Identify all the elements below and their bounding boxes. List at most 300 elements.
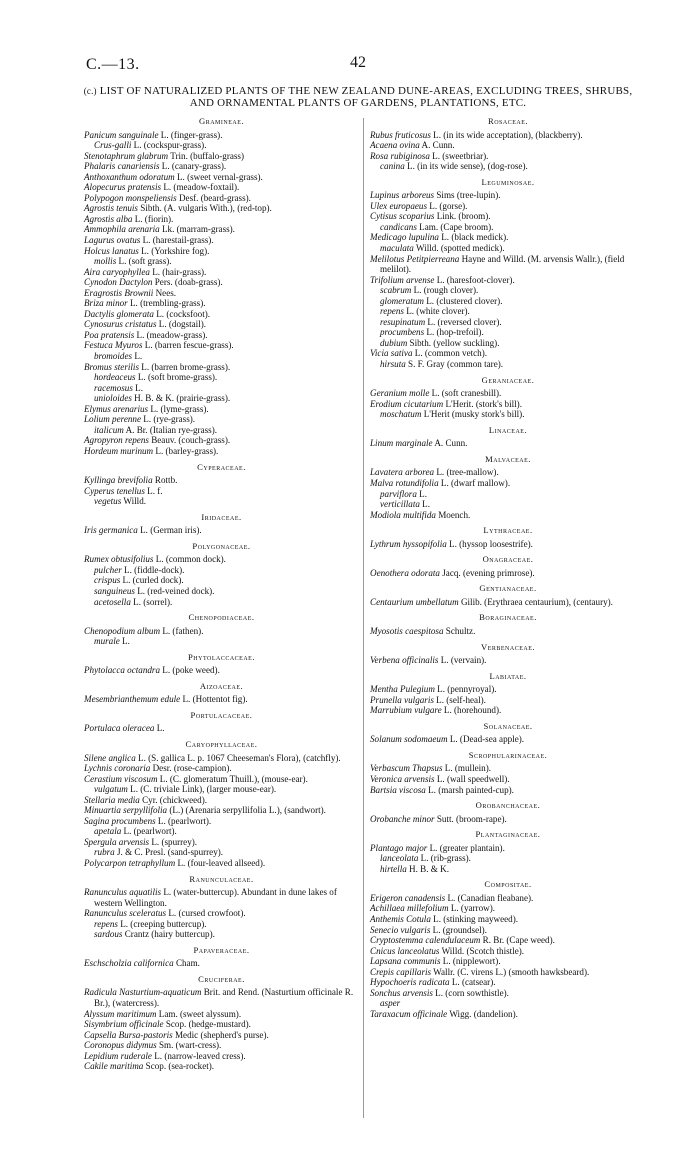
- species-detail: L. (Hottentot fig).: [180, 694, 248, 705]
- species-name: Phytolacca octandra: [84, 665, 161, 676]
- species-name: Poa pratensis: [84, 329, 135, 340]
- species-detail: L. (lyme-grass).: [148, 403, 209, 414]
- species-detail: L. (narrow-leaved cress).: [151, 1050, 246, 1061]
- species-entry: [370, 130, 646, 141]
- family-heading: Portulacaceae.: [190, 709, 253, 720]
- family-heading: Boraginaceae.: [479, 612, 537, 623]
- species-entry: [84, 256, 359, 267]
- species-detail: Wallr. (C. virens L.) (smooth hawksbeard).: [431, 966, 590, 977]
- species-detail: L.: [416, 488, 427, 499]
- species-entry: [370, 853, 646, 864]
- species-name: Eragrostis Brownii: [84, 287, 154, 298]
- species-entry: [84, 816, 359, 827]
- species-name: Cnicus lanceolatus: [370, 945, 440, 956]
- species-detail: L. (marsh painted-cup).: [425, 784, 514, 795]
- species-detail: L. (fiorin).: [132, 213, 174, 224]
- species-entry: [370, 285, 646, 296]
- species-entry: [370, 925, 646, 936]
- species-entry: [84, 404, 359, 415]
- species-detail: L'Herit (musky stork's bill).: [421, 409, 525, 420]
- species-name: Iris germanica: [84, 525, 138, 536]
- species-name: vegetus: [94, 496, 122, 507]
- family-heading: Geraniaceae.: [481, 374, 535, 385]
- species-name: Achillaea millefolium: [370, 903, 449, 914]
- species-name: repens: [380, 306, 404, 317]
- species-detail: H. B. & K.: [406, 863, 449, 874]
- species-entry: [84, 774, 359, 785]
- species-detail: Trin. (buffalo-grass): [168, 150, 244, 161]
- species-detail: Willd.: [121, 496, 147, 507]
- species-entry: [84, 753, 359, 764]
- family-heading: Onagraceae.: [482, 554, 534, 565]
- species-detail: Lk. (marram-grass).: [159, 224, 235, 235]
- report-id: C.—13.: [86, 56, 140, 73]
- species-name: Senecio vulgaris: [370, 924, 431, 935]
- species-detail: Scop. (sea-rocket).: [143, 1061, 215, 1072]
- species-name: Cyperus tenellus: [84, 485, 145, 496]
- family-heading: Papaveraceae.: [193, 944, 250, 955]
- species-detail: L. (soft brome-grass).: [135, 372, 218, 383]
- species-name: murale: [94, 636, 120, 647]
- species-entry: [84, 795, 359, 806]
- species-name: Radicula Nasturtium-aquaticum: [84, 987, 202, 998]
- species-entry: [370, 306, 646, 317]
- family-heading: Caryophyllaceae.: [185, 738, 258, 749]
- species-entry: [370, 201, 646, 212]
- species-name: lanceolata: [380, 853, 419, 864]
- species-detail: L. (German iris).: [137, 525, 202, 536]
- species-name: Mesembrianthemum edule: [84, 694, 181, 705]
- species-name: hordeaceus: [94, 372, 136, 383]
- family-heading: Plantaginaceae.: [475, 829, 541, 840]
- species-entry: [84, 694, 359, 705]
- species-detail: L. (clustered clover).: [423, 295, 503, 306]
- species-name: Polypogon monspeliensis: [84, 192, 177, 203]
- species-name: moschatum: [380, 409, 422, 420]
- species-detail: L. (reversed clover).: [425, 316, 502, 327]
- species-name: Alopecurus pratensis: [84, 182, 162, 193]
- species-detail: L. (horehound).: [441, 705, 502, 716]
- species-entry: [84, 383, 359, 394]
- species-name: Eschscholzia californica: [84, 958, 174, 969]
- species-name: Minuartia serpyllifolia: [84, 805, 168, 816]
- species-entry: [84, 826, 359, 837]
- species-detail: Rottb.: [152, 475, 178, 486]
- species-detail: L. (soft grass).: [116, 256, 172, 267]
- species-entry: [370, 510, 646, 521]
- species-name: Rumex obtusifolius: [84, 554, 154, 565]
- species-name: Rosa rubiginosa: [370, 150, 430, 161]
- family-heading: Linaceae.: [488, 424, 528, 435]
- species-entry: [370, 977, 646, 988]
- species-detail: L. (barren fescue-grass).: [142, 340, 234, 351]
- species-detail: L.: [419, 499, 431, 510]
- species-name: repens: [94, 918, 118, 929]
- species-detail: Wigg. (dandelion).: [447, 1008, 518, 1019]
- species-name: Marrubium vulgare: [370, 705, 442, 716]
- species-detail: L. (hop-trefoil).: [424, 327, 484, 338]
- species-entry: [84, 224, 359, 235]
- species-name: Linum marginale: [370, 438, 433, 449]
- species-name: hirtella: [380, 863, 407, 874]
- species-name: Festuca Myuros: [84, 340, 143, 351]
- species-name: Myosotis caespitosa: [370, 625, 444, 636]
- species-name: Lychnis coronaria: [84, 763, 151, 774]
- column-divider: [363, 118, 364, 1118]
- species-detail: L. (Canadian fleabane).: [445, 892, 534, 903]
- species-name: Panicum sanguinale: [84, 129, 159, 140]
- species-name: Sonchus arvensis: [370, 987, 433, 998]
- right-column: [370, 114, 646, 1019]
- species-entry: [84, 288, 359, 299]
- list-label: (c.): [83, 86, 97, 96]
- species-name: crispus: [94, 575, 121, 586]
- species-name: Plantago major: [370, 842, 428, 853]
- species-entry: [370, 211, 646, 222]
- species-entry: [84, 837, 359, 848]
- species-name: Holcus lanatus: [84, 245, 139, 256]
- species-entry: [370, 763, 646, 774]
- species-name: Crepis capillaris: [370, 966, 432, 977]
- species-name: rubra: [94, 847, 115, 858]
- species-name: unioloides: [94, 393, 132, 404]
- species-entry: [84, 435, 359, 446]
- species-detail: S. F. Gray (common tare).: [405, 359, 504, 370]
- species-entry: [370, 327, 646, 338]
- family-heading: Orobanchaceae.: [475, 800, 541, 811]
- species-detail: L. (S. gallica L. p. 1067 Cheeseman's Flora), (catchfly).: [135, 752, 341, 763]
- species-name: Sisymbrium officinale: [84, 1019, 164, 1030]
- species-detail: L. (sorrel).: [130, 596, 173, 607]
- species-entry: [84, 193, 359, 204]
- species-detail: L. (canary-grass).: [159, 161, 227, 172]
- species-detail: Desr. (rose-campion).: [150, 763, 232, 774]
- species-entry: [370, 946, 646, 957]
- species-detail: Schultz.: [443, 625, 476, 636]
- species-entry: [84, 214, 359, 225]
- family-heading: Polygonaceae.: [192, 540, 251, 551]
- species-detail: L. (spurrey).: [149, 836, 198, 847]
- species-entry: [84, 298, 359, 309]
- species-name: Veronica arvensis: [370, 773, 435, 784]
- species-name: racemosus: [94, 382, 133, 393]
- species-entry: [84, 130, 359, 141]
- species-name: Cynodon Dactylon: [84, 277, 153, 288]
- species-detail: L. (groundsel).: [430, 924, 487, 935]
- species-detail: L. (Dead-sea apple).: [447, 734, 525, 745]
- species-name: Spergula arvensis: [84, 836, 150, 847]
- family-heading: Lythraceae.: [483, 525, 533, 536]
- species-entry: [370, 489, 646, 500]
- species-detail: L. (meadow-foxtail).: [161, 182, 240, 193]
- family-heading: Iridaceae.: [201, 511, 242, 522]
- species-entry: [84, 182, 359, 193]
- species-entry: [84, 330, 359, 341]
- species-entry: [84, 203, 359, 214]
- species-detail: L. (in its wide sense), (dog-rose).: [404, 161, 528, 172]
- family-heading: Cruciferae.: [198, 973, 245, 984]
- species-detail: L. (sweetbriar).: [429, 150, 489, 161]
- species-name: Erodium cicutarium: [370, 398, 444, 409]
- family-heading: Scrophularinaceae.: [468, 749, 548, 760]
- species-entry: [84, 319, 359, 330]
- species-entry: [84, 309, 359, 320]
- species-entry: [370, 956, 646, 967]
- family-heading: Leguminosae.: [481, 176, 535, 187]
- family-heading: Phytolaccaceae.: [188, 651, 255, 662]
- species-entry: [84, 929, 359, 940]
- species-detail: L. (white clover).: [403, 306, 470, 317]
- family-heading: Compositae.: [484, 879, 532, 890]
- species-entry: [84, 414, 359, 425]
- species-entry: [84, 362, 359, 373]
- species-entry: [84, 340, 359, 351]
- species-detail: Willd. (spotted medick).: [413, 243, 505, 254]
- species-entry: [370, 914, 646, 925]
- species-name: Agropyron repens: [84, 435, 149, 446]
- species-name: Acaena ovina: [370, 140, 420, 151]
- species-entry: [370, 232, 646, 243]
- species-detail: L. (red-veined dock).: [134, 585, 215, 596]
- species-name: Taraxacum officinale: [370, 1008, 448, 1019]
- species-detail: L. (dogstail).: [156, 319, 207, 330]
- species-name: Lythrum hyssopifolia: [370, 538, 447, 549]
- species-name: procumbens: [380, 327, 425, 338]
- species-entry: [370, 317, 646, 328]
- species-detail: Nees.: [153, 287, 177, 298]
- species-name: Hypochoeris radicata: [370, 977, 450, 988]
- species-detail: L. (self-heal).: [433, 694, 486, 705]
- species-entry: [370, 499, 646, 510]
- species-entry: [84, 267, 359, 278]
- species-name: Oenothera odorata: [370, 567, 440, 578]
- species-entry: [370, 190, 646, 201]
- species-entry: [84, 525, 359, 536]
- species-entry: [84, 235, 359, 246]
- species-name: Ranunculus aquatilis: [84, 887, 162, 898]
- species-detail: Brit. and Rend. (Nasturtium officinale R. Br.), (watercress).: [94, 987, 354, 1009]
- family-heading: Malvaceae.: [485, 453, 531, 464]
- species-entry: [370, 935, 646, 946]
- species-detail: L. (rib-grass).: [418, 853, 471, 864]
- species-name: canina: [380, 161, 405, 172]
- species-detail: L. (stinking mayweed).: [430, 914, 519, 924]
- species-entry: [84, 847, 359, 858]
- species-detail: L. (pearlwort).: [155, 815, 212, 826]
- species-entry: [84, 496, 359, 507]
- species-detail: A. Br. (Italian rye-grass).: [123, 424, 217, 435]
- species-entry: [84, 1051, 359, 1062]
- species-entry: [84, 425, 359, 436]
- species-detail: Willd. (Scotch thistle).: [439, 945, 525, 956]
- species-name: Kyllinga brevifolia: [84, 475, 153, 486]
- species-name: dubium: [380, 337, 408, 348]
- species-name: Solanum sodomaeum: [370, 734, 448, 745]
- species-name: Verbascum Thapsus: [370, 763, 443, 774]
- species-entry: [370, 275, 646, 286]
- species-name: maculata: [380, 243, 414, 254]
- species-entry: [84, 1019, 359, 1030]
- species-detail: Cham.: [173, 958, 200, 969]
- species-entry: [84, 858, 359, 869]
- species-detail: L. (meadow-grass).: [134, 329, 208, 340]
- species-entry: [84, 140, 359, 151]
- species-detail: L. (nipplewort).: [440, 956, 501, 967]
- species-detail: L. (sweet vernal-grass).: [174, 171, 263, 182]
- species-detail: L.: [132, 382, 144, 393]
- species-detail: L. (rough clover).: [411, 285, 479, 296]
- species-entry: [84, 565, 359, 576]
- family-heading: Solanaceae.: [483, 720, 533, 731]
- species-entry: [370, 254, 646, 275]
- species-name: Phalaris canariensis: [84, 161, 160, 172]
- species-detail: L. (catsear).: [449, 977, 496, 988]
- species-entry: [370, 243, 646, 254]
- species-entry: [370, 734, 646, 745]
- species-name: Cytisus scoparius: [370, 211, 435, 222]
- species-detail: L. (yarrow).: [448, 903, 496, 914]
- species-detail: L. (fathen).: [160, 625, 204, 636]
- species-name: Sagina procumbens: [84, 815, 156, 826]
- species-detail: A. Cunn.: [419, 140, 455, 151]
- species-entry: [84, 1009, 359, 1020]
- species-detail: Beauv. (couch-grass).: [148, 435, 231, 446]
- family-heading: Rosaceae.: [487, 116, 529, 126]
- species-name: italicum: [94, 424, 124, 435]
- species-detail: L. (haresfoot-clover).: [434, 274, 515, 285]
- species-detail: L. (hyssop loosestrife).: [446, 538, 533, 549]
- species-entry: [84, 277, 359, 288]
- species-entry: [84, 1040, 359, 1051]
- species-detail: Jacq. (evening primrose).: [439, 567, 535, 578]
- species-name: Verbena officinalis: [370, 655, 439, 666]
- species-name: hirsuta: [380, 359, 406, 370]
- species-detail: L. (cockspur-grass).: [131, 140, 207, 151]
- species-entry: [370, 988, 646, 999]
- species-detail: L.: [119, 636, 130, 647]
- list-title: [72, 85, 644, 109]
- species-entry: [84, 908, 359, 919]
- species-entry: [84, 958, 359, 969]
- species-detail: L. (cocksfoot).: [153, 308, 211, 319]
- species-name: Orobanche minor: [370, 813, 435, 824]
- species-name: Dactylis glomerata: [84, 308, 154, 319]
- species-detail: L. (pearlwort).: [121, 826, 177, 837]
- species-detail: L. (mullein).: [442, 763, 492, 774]
- species-name: apetala: [94, 826, 122, 837]
- species-entry: [84, 723, 359, 734]
- species-entry: [84, 161, 359, 172]
- species-detail: Scop. (hedge-mustard).: [163, 1019, 251, 1030]
- species-detail: Hayne and Willd. (M. arvensis Wallr.), (field melilot).: [380, 253, 625, 275]
- species-detail: L.: [154, 723, 165, 734]
- species-name: resupinatum: [380, 316, 426, 327]
- species-name: mollis: [94, 256, 117, 267]
- species-entry: [370, 467, 646, 478]
- species-entry: [84, 987, 359, 1008]
- species-entry: [370, 774, 646, 785]
- species-detail: L. (C. triviale Link), (larger mouse-ear).: [127, 784, 277, 795]
- family-heading: Labiatae.: [489, 670, 527, 681]
- species-name: Modiola multifida: [370, 509, 436, 520]
- species-detail: L. (in its wide acceptation), (blackberry).: [430, 129, 583, 140]
- species-detail: (L.) (Arenaria serpyllifolia L.), (sandwort).: [167, 805, 326, 816]
- species-entry: [370, 409, 646, 420]
- species-entry: [84, 763, 359, 774]
- species-detail: L. (water-buttercup). Abundant in dune lakes of western Wellington.: [94, 887, 337, 908]
- species-entry: [84, 626, 359, 637]
- species-detail: L. (vervain).: [438, 655, 487, 666]
- list-title-text: LIST OF NATURALIZED PLANTS OF THE NEW ZEALAND DUNE-AREAS, EXCLUDING TREES, SHRUBS, AND ORNAMENTAL PLANTS OF GARDENS, PLANTATIONS, ETC.: [99, 85, 633, 109]
- species-entry: [84, 393, 359, 404]
- species-name: Agrostis alba: [84, 213, 133, 224]
- species-entry: [370, 1009, 646, 1020]
- species-detail: L'Herit. (stork's bill).: [443, 398, 522, 409]
- species-detail: L. (curled dock).: [120, 575, 184, 586]
- species-name: Lolium perenne: [84, 414, 141, 425]
- species-detail: Sm. (wart-cress).: [156, 1040, 222, 1051]
- species-name: Mentha Pulegium: [370, 684, 435, 695]
- species-detail: L. (C. glomeratum Thuill.), (mouse-ear).: [157, 773, 308, 784]
- species-entry: [84, 372, 359, 383]
- species-entry: [370, 998, 646, 1009]
- species-entry: [370, 388, 646, 399]
- species-entry: [370, 864, 646, 875]
- species-name: Anthemis Cotula: [370, 914, 431, 924]
- species-detail: L. (trembling-grass).: [127, 298, 206, 309]
- species-detail: Sibth. (A. vulgaris With.), (red-top).: [137, 203, 272, 214]
- family-heading: Ranunculaceae.: [189, 873, 254, 884]
- species-entry: [84, 151, 359, 162]
- species-detail: L. (gorse).: [427, 200, 468, 211]
- species-entry: [370, 967, 646, 978]
- species-detail: Sims (tree-lupin).: [434, 190, 501, 201]
- species-name: sanguineus: [94, 585, 135, 596]
- species-entry: [370, 684, 646, 695]
- species-entry: [370, 655, 646, 666]
- species-entry: [370, 140, 646, 151]
- species-detail: Desf. (beard-grass).: [176, 192, 251, 203]
- family-heading: Gentianaceae.: [479, 583, 537, 594]
- species-detail: L. (common vetch).: [412, 348, 488, 359]
- species-entry: [370, 399, 646, 410]
- species-name: Lavatera arborea: [370, 467, 435, 478]
- species-name: scabrum: [380, 285, 412, 296]
- species-entry: [84, 919, 359, 930]
- species-name: Centaurium umbellatum: [370, 596, 459, 607]
- family-heading: Verbenaceae.: [480, 641, 536, 652]
- species-name: Cynosurus cristatus: [84, 319, 157, 330]
- species-entry: [370, 785, 646, 796]
- species-entry: [370, 695, 646, 706]
- species-detail: L. (common dock).: [153, 554, 226, 565]
- species-entry: [84, 554, 359, 565]
- species-name: Agrostis tenuis: [84, 203, 138, 214]
- species-entry: [84, 784, 359, 795]
- species-detail: L. (rye-grass).: [141, 414, 196, 425]
- species-name: bromoides: [94, 351, 133, 362]
- species-entry: [84, 887, 359, 908]
- species-entry: [370, 348, 646, 359]
- species-name: Melilotus Petitpierreana: [370, 253, 460, 264]
- species-detail: L. (four-leaved allseed).: [175, 858, 266, 868]
- species-entry: [84, 636, 359, 647]
- species-name: Ammophila arenaria: [84, 224, 160, 235]
- species-detail: Medic (shepherd's purse).: [172, 1029, 269, 1040]
- left-column: [84, 114, 359, 1072]
- species-detail: L. (hair-grass).: [149, 266, 207, 277]
- species-entry: [84, 475, 359, 486]
